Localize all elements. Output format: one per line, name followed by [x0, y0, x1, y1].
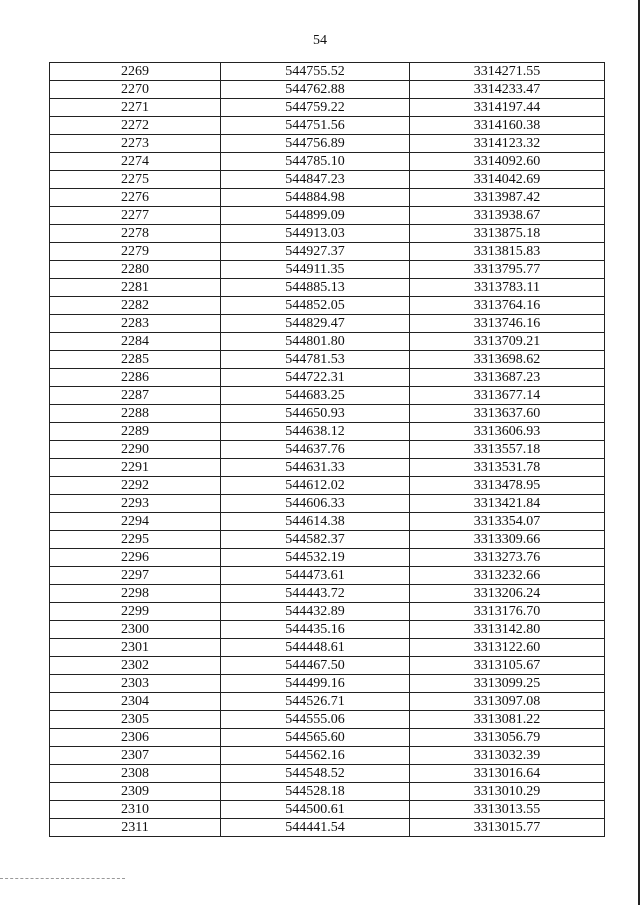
point-number-cell: 2296: [50, 549, 221, 567]
point-number-cell: 2300: [50, 621, 221, 639]
x-coordinate-cell: 544927.37: [221, 243, 410, 261]
table-row: [50, 315, 605, 333]
x-coordinate-cell: 544801.80: [221, 333, 410, 351]
point-number-cell: 2305: [50, 711, 221, 729]
x-coordinate-cell: 544829.47: [221, 315, 410, 333]
y-coordinate-cell: 3313875.18: [410, 225, 605, 243]
y-coordinate-cell: 3313142.80: [410, 621, 605, 639]
x-coordinate-cell: 544852.05: [221, 297, 410, 315]
x-coordinate-cell: 544606.33: [221, 495, 410, 513]
table-row: [50, 747, 605, 765]
table-row: [50, 117, 605, 135]
point-number-cell: 2276: [50, 189, 221, 207]
y-coordinate-cell: 3313081.22: [410, 711, 605, 729]
table-row: [50, 63, 605, 81]
table-row: [50, 693, 605, 711]
table-row: [50, 369, 605, 387]
y-coordinate-cell: 3313032.39: [410, 747, 605, 765]
y-coordinate-cell: 3313795.77: [410, 261, 605, 279]
x-coordinate-cell: 544467.50: [221, 657, 410, 675]
point-number-cell: 2282: [50, 297, 221, 315]
table-row: [50, 99, 605, 117]
point-number-cell: 2283: [50, 315, 221, 333]
table-row: [50, 639, 605, 657]
point-number-cell: 2272: [50, 117, 221, 135]
y-coordinate-cell: 3313938.67: [410, 207, 605, 225]
table-row: [50, 279, 605, 297]
table-row: [50, 225, 605, 243]
y-coordinate-cell: 3314271.55: [410, 63, 605, 81]
y-coordinate-cell: 3313016.64: [410, 765, 605, 783]
point-number-cell: 2286: [50, 369, 221, 387]
x-coordinate-cell: 544528.18: [221, 783, 410, 801]
x-coordinate-cell: 544751.56: [221, 117, 410, 135]
x-coordinate-cell: 544638.12: [221, 423, 410, 441]
point-number-cell: 2298: [50, 585, 221, 603]
point-number-cell: 2302: [50, 657, 221, 675]
table-row: [50, 297, 605, 315]
table-row: [50, 261, 605, 279]
point-number-cell: 2311: [50, 819, 221, 837]
point-number-cell: 2269: [50, 63, 221, 81]
point-number-cell: 2279: [50, 243, 221, 261]
y-coordinate-cell: 3313698.62: [410, 351, 605, 369]
point-number-cell: 2287: [50, 387, 221, 405]
x-coordinate-cell: 544911.35: [221, 261, 410, 279]
table-row: [50, 423, 605, 441]
y-coordinate-cell: 3313987.42: [410, 189, 605, 207]
point-number-cell: 2270: [50, 81, 221, 99]
x-coordinate-cell: 544755.52: [221, 63, 410, 81]
x-coordinate-cell: 544612.02: [221, 477, 410, 495]
y-coordinate-cell: 3313273.76: [410, 549, 605, 567]
x-coordinate-cell: 544432.89: [221, 603, 410, 621]
x-coordinate-cell: 544614.38: [221, 513, 410, 531]
point-number-cell: 2285: [50, 351, 221, 369]
table-row: [50, 495, 605, 513]
table-row: [50, 603, 605, 621]
point-number-cell: 2274: [50, 153, 221, 171]
y-coordinate-cell: 3313815.83: [410, 243, 605, 261]
x-coordinate-cell: 544631.33: [221, 459, 410, 477]
y-coordinate-cell: 3313606.93: [410, 423, 605, 441]
point-number-cell: 2289: [50, 423, 221, 441]
y-coordinate-cell: 3313531.78: [410, 459, 605, 477]
x-coordinate-cell: 544884.98: [221, 189, 410, 207]
x-coordinate-cell: 544683.25: [221, 387, 410, 405]
x-coordinate-cell: 544548.52: [221, 765, 410, 783]
x-coordinate-cell: 544756.89: [221, 135, 410, 153]
table-row: [50, 801, 605, 819]
y-coordinate-cell: 3313010.29: [410, 783, 605, 801]
x-coordinate-cell: 544562.16: [221, 747, 410, 765]
table-row: [50, 189, 605, 207]
x-coordinate-cell: 544473.61: [221, 567, 410, 585]
point-number-cell: 2281: [50, 279, 221, 297]
table-row: [50, 729, 605, 747]
x-coordinate-cell: 544847.23: [221, 171, 410, 189]
x-coordinate-cell: 544722.31: [221, 369, 410, 387]
table-row: [50, 81, 605, 99]
point-number-cell: 2309: [50, 783, 221, 801]
y-coordinate-cell: 3313764.16: [410, 297, 605, 315]
y-coordinate-cell: 3313709.21: [410, 333, 605, 351]
x-coordinate-cell: 544500.61: [221, 801, 410, 819]
point-number-cell: 2288: [50, 405, 221, 423]
table-row: [50, 135, 605, 153]
x-coordinate-cell: 544582.37: [221, 531, 410, 549]
y-coordinate-cell: 3314042.69: [410, 171, 605, 189]
y-coordinate-cell: 3313687.23: [410, 369, 605, 387]
x-coordinate-cell: 544435.16: [221, 621, 410, 639]
x-coordinate-cell: 544555.06: [221, 711, 410, 729]
y-coordinate-cell: 3313105.67: [410, 657, 605, 675]
coordinates-table-body: [50, 63, 605, 837]
y-coordinate-cell: 3313176.70: [410, 603, 605, 621]
y-coordinate-cell: 3313478.95: [410, 477, 605, 495]
coordinates-table: [49, 62, 605, 837]
x-coordinate-cell: 544759.22: [221, 99, 410, 117]
point-number-cell: 2293: [50, 495, 221, 513]
table-row: [50, 513, 605, 531]
point-number-cell: 2275: [50, 171, 221, 189]
y-coordinate-cell: 3313354.07: [410, 513, 605, 531]
table-row: [50, 765, 605, 783]
y-coordinate-cell: 3313677.14: [410, 387, 605, 405]
point-number-cell: 2307: [50, 747, 221, 765]
x-coordinate-cell: 544762.88: [221, 81, 410, 99]
point-number-cell: 2278: [50, 225, 221, 243]
point-number-cell: 2303: [50, 675, 221, 693]
table-row: [50, 711, 605, 729]
table-row: [50, 567, 605, 585]
y-coordinate-cell: 3313099.25: [410, 675, 605, 693]
x-coordinate-cell: 544565.60: [221, 729, 410, 747]
table-row: [50, 621, 605, 639]
table-row: [50, 405, 605, 423]
x-coordinate-cell: 544637.76: [221, 441, 410, 459]
table-row: [50, 171, 605, 189]
y-coordinate-cell: 3313783.11: [410, 279, 605, 297]
y-coordinate-cell: 3313015.77: [410, 819, 605, 837]
x-coordinate-cell: 544885.13: [221, 279, 410, 297]
point-number-cell: 2291: [50, 459, 221, 477]
x-coordinate-cell: 544448.61: [221, 639, 410, 657]
point-number-cell: 2280: [50, 261, 221, 279]
table-row: [50, 441, 605, 459]
x-coordinate-cell: 544526.71: [221, 693, 410, 711]
y-coordinate-cell: 3314123.32: [410, 135, 605, 153]
y-coordinate-cell: 3313421.84: [410, 495, 605, 513]
table-row: [50, 387, 605, 405]
y-coordinate-cell: 3313097.08: [410, 693, 605, 711]
footnote-rule: [0, 878, 125, 879]
point-number-cell: 2294: [50, 513, 221, 531]
point-number-cell: 2295: [50, 531, 221, 549]
y-coordinate-cell: 3313232.66: [410, 567, 605, 585]
y-coordinate-cell: 3314233.47: [410, 81, 605, 99]
point-number-cell: 2271: [50, 99, 221, 117]
y-coordinate-cell: 3313309.66: [410, 531, 605, 549]
table-row: [50, 549, 605, 567]
point-number-cell: 2297: [50, 567, 221, 585]
point-number-cell: 2304: [50, 693, 221, 711]
x-coordinate-cell: 544443.72: [221, 585, 410, 603]
y-coordinate-cell: 3314160.38: [410, 117, 605, 135]
x-coordinate-cell: 544650.93: [221, 405, 410, 423]
page-number: 54: [313, 33, 327, 48]
table-row: [50, 333, 605, 351]
x-coordinate-cell: 544781.53: [221, 351, 410, 369]
table-row: [50, 531, 605, 549]
table-row: [50, 657, 605, 675]
y-coordinate-cell: 3314092.60: [410, 153, 605, 171]
table-row: [50, 585, 605, 603]
x-coordinate-cell: 544899.09: [221, 207, 410, 225]
y-coordinate-cell: 3313122.60: [410, 639, 605, 657]
table-row: [50, 243, 605, 261]
point-number-cell: 2301: [50, 639, 221, 657]
table-row: [50, 351, 605, 369]
point-number-cell: 2290: [50, 441, 221, 459]
x-coordinate-cell: 544441.54: [221, 819, 410, 837]
point-number-cell: 2299: [50, 603, 221, 621]
x-coordinate-cell: 544499.16: [221, 675, 410, 693]
point-number-cell: 2306: [50, 729, 221, 747]
point-number-cell: 2310: [50, 801, 221, 819]
table-row: [50, 459, 605, 477]
point-number-cell: 2277: [50, 207, 221, 225]
table-row: [50, 819, 605, 837]
y-coordinate-cell: 3313746.16: [410, 315, 605, 333]
table-row: [50, 783, 605, 801]
y-coordinate-cell: 3313206.24: [410, 585, 605, 603]
y-coordinate-cell: 3313557.18: [410, 441, 605, 459]
point-number-cell: 2308: [50, 765, 221, 783]
x-coordinate-cell: 544913.03: [221, 225, 410, 243]
point-number-cell: 2292: [50, 477, 221, 495]
y-coordinate-cell: 3313637.60: [410, 405, 605, 423]
table-row: [50, 207, 605, 225]
y-coordinate-cell: 3313013.55: [410, 801, 605, 819]
y-coordinate-cell: 3314197.44: [410, 99, 605, 117]
x-coordinate-cell: 544785.10: [221, 153, 410, 171]
point-number-cell: 2284: [50, 333, 221, 351]
x-coordinate-cell: 544532.19: [221, 549, 410, 567]
table-row: [50, 675, 605, 693]
y-coordinate-cell: 3313056.79: [410, 729, 605, 747]
table-row: [50, 477, 605, 495]
table-row: [50, 153, 605, 171]
point-number-cell: 2273: [50, 135, 221, 153]
